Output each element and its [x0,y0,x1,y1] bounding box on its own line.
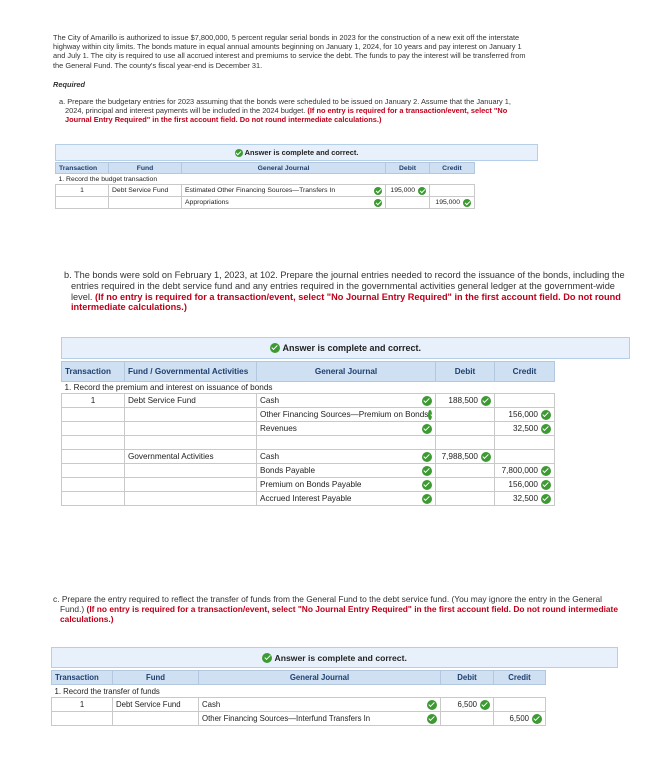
transaction-cell[interactable] [56,197,109,209]
fund-cell[interactable] [125,422,257,436]
credit-cell[interactable] [495,450,555,464]
account-cell[interactable] [257,422,436,436]
transaction-cell[interactable]: 1 [56,185,109,197]
credit-cell[interactable] [494,698,546,712]
account-text: Revenues [260,424,297,433]
col-debit: Debit [386,163,430,174]
part-a-question [59,97,525,125]
credit-cell[interactable] [495,408,555,422]
col-transaction: Transaction [56,163,109,174]
debit-cell[interactable] [436,422,495,436]
table-row [62,450,555,464]
table-row [62,408,555,422]
fund-cell[interactable] [125,464,257,478]
table-row [62,422,555,436]
credit-text: 32,500 [512,424,538,433]
debit-cell[interactable] [386,185,430,197]
col-journal: General Journal [257,362,436,382]
debit-cell[interactable] [436,450,495,464]
col-credit: Credit [430,163,475,174]
check-circle-icon [374,199,382,207]
col-journal: General Journal [182,163,386,174]
fund-cell[interactable]: Debt Service Fund [113,698,199,712]
check-circle-icon [418,187,426,195]
debit-text: 195,000 [390,187,415,194]
table-row [56,185,475,197]
check-circle-icon [428,410,432,420]
fund-cell[interactable] [113,712,199,726]
credit-cell[interactable] [495,492,555,506]
account-cell[interactable] [199,712,441,726]
check-circle-icon [480,700,490,710]
credit-text: 6,500 [509,714,529,723]
part-c-question-text: c. Prepare the entry required to reflect the transfer of funds from the General Fund to the debt service fund. (You may ignore the entry in the General Fund.) [53,594,603,615]
transaction-cell[interactable] [52,712,113,726]
account-cell[interactable] [199,698,441,712]
transaction-cell[interactable]: 1 [52,698,113,712]
account-text: Estimated Other Financing Sources—Transfers In [185,187,336,194]
col-credit: Credit [494,671,546,685]
table-row [52,698,546,712]
account-cell[interactable] [257,450,436,464]
check-circle-icon [262,653,272,663]
table-row [62,478,555,492]
credit-text: 32,500 [512,494,538,503]
credit-cell[interactable] [494,712,546,726]
credit-cell[interactable] [495,436,555,450]
check-circle-icon [422,424,432,434]
check-circle-icon [422,494,432,504]
debit-cell[interactable] [436,436,495,450]
check-circle-icon [541,480,551,490]
account-text: Bonds Payable [260,466,316,475]
fund-cell[interactable]: Debt Service Fund [109,185,182,197]
table-row [52,712,546,726]
part-b-description: 1. Record the premium and interest on issuance of bonds [64,383,273,392]
transaction-cell[interactable] [62,450,125,464]
check-circle-icon [481,396,491,406]
account-text: Accrued Interest Payable [260,494,352,503]
debit-text: 6,500 [457,700,477,709]
table-row [62,436,555,450]
credit-cell[interactable] [495,394,555,408]
check-circle-icon [374,187,382,195]
check-circle-icon [427,714,437,724]
part-a-question-text: a. Prepare the budgetary entries for 2023 assuming that the bonds were scheduled to be issued on January 2. Assume that the January 1, 2024, principal and interest payments will be included in the 2024 budget. [59,97,511,116]
required-label: Required [53,80,86,89]
account-text: Other Financing Sources—Premium on Bonds [260,410,429,419]
transaction-cell[interactable] [62,408,125,422]
check-circle-icon [270,343,280,353]
part-c-journal-table [51,670,546,726]
check-circle-icon [422,466,432,476]
credit-text: 195,000 [435,199,460,206]
part-b-banner [61,337,630,359]
table-row [62,492,555,506]
col-fund: Fund [113,671,199,685]
check-circle-icon [422,452,432,462]
account-cell[interactable] [182,185,386,197]
transaction-cell[interactable] [62,492,125,506]
credit-cell[interactable] [495,464,555,478]
debit-cell[interactable] [441,712,494,726]
col-fund: Fund / Governmental Activities [125,362,257,382]
part-c-instruction: (If no entry is required for a transaction/event, select "No Journal Entry Required" in the first account field. Do not round intermediate calculations.) [60,604,619,625]
part-b-question-text: b. The bonds were sold on February 1, 2023, at 102. Prepare the journal entries needed to record the issuance of the bonds, including the entries required in the debt service fund and any entries required in the governmental activities general ledger at the government-wide level. [64,270,625,302]
account-cell[interactable] [257,394,436,408]
debit-cell[interactable] [436,492,495,506]
fund-cell[interactable]: Debt Service Fund [125,394,257,408]
debit-text: 188,500 [448,396,478,405]
fund-cell[interactable] [125,436,257,450]
col-transaction: Transaction [52,671,113,685]
account-cell[interactable] [182,197,386,209]
check-circle-icon [235,149,243,157]
fund-cell[interactable] [125,478,257,492]
credit-cell[interactable] [430,197,475,209]
debit-cell[interactable] [436,394,495,408]
account-cell[interactable] [257,408,436,422]
debit-cell[interactable] [436,478,495,492]
transaction-cell[interactable] [62,478,125,492]
col-journal: General Journal [199,671,441,685]
col-debit: Debit [436,362,495,382]
debit-cell[interactable] [436,464,495,478]
part-a-description: 1. Record the budget transaction [58,175,158,183]
fund-cell[interactable] [109,197,182,209]
credit-cell[interactable] [495,422,555,436]
part-a-banner-text: Answer is complete and correct. [244,148,359,157]
account-text: Cash [202,700,221,709]
credit-text: 156,000 [508,410,538,419]
transaction-cell[interactable] [62,436,125,450]
part-b-question [64,270,636,313]
part-b-instruction: (If no entry is required for a transaction/event, select "No Journal Entry Required" in the first account field. Do not round intermediate calculations.) [71,291,621,313]
credit-cell[interactable] [430,185,475,197]
col-credit: Credit [495,362,555,382]
debit-text: 7,988,500 [441,452,478,461]
col-debit: Debit [441,671,494,685]
account-cell[interactable] [257,492,436,506]
part-c-description: 1. Record the transfer of funds [54,686,160,696]
problem-intro: The City of Amarillo is authorized to issue $7,800,000, 5 percent regular serial bonds in 2023 for the construction of a new exit off the interstate highway within city limits. The bonds mature in equal annual amounts beginning on January 1, 2024, for 10 years and pay interest on January 1 and July 1. The city is required to use all accrued interest and premiums to service the debt. The funds to pay the interest will be transferred from the General Fund. The county's fiscal year-end is December 31. [53,33,526,70]
debit-cell[interactable] [441,698,494,712]
check-circle-icon [481,452,491,462]
account-text: Other Financing Sources—Interfund Transfers In [202,714,371,723]
check-circle-icon [541,466,551,476]
check-circle-icon [427,700,437,710]
account-cell[interactable] [257,478,436,492]
credit-text: 156,000 [508,480,538,489]
fund-cell[interactable]: Governmental Activities [125,450,257,464]
transaction-cell[interactable]: 1 [62,394,125,408]
credit-cell[interactable] [495,478,555,492]
transaction-cell[interactable] [62,422,125,436]
account-text: Appropriations [185,199,229,206]
table-row [56,197,475,209]
col-transaction: Transaction [62,362,125,382]
check-circle-icon [541,494,551,504]
part-b-banner-text: Answer is complete and correct. [282,343,422,353]
part-c-banner [51,647,618,668]
part-c-question [53,594,620,625]
account-text: Cash [260,452,280,461]
table-row [62,394,555,408]
part-a-journal-table [55,162,475,209]
check-circle-icon [422,480,432,490]
table-row [62,464,555,478]
part-c-banner-text: Answer is complete and correct. [274,652,407,663]
account-text: Cash [260,396,280,405]
part-a-banner [55,144,538,161]
col-fund: Fund [109,163,182,174]
check-circle-icon [532,714,542,724]
part-a-instruction: (If no entry is required for a transaction/event, select "No Journal Entry Required" in the first account field. Do not round intermediate calculations.) [65,106,508,125]
part-b-journal-table [61,361,555,506]
check-circle-icon [541,424,551,434]
check-circle-icon [463,199,471,207]
debit-cell[interactable] [436,408,495,422]
check-circle-icon [422,396,432,406]
check-circle-icon [541,410,551,420]
fund-cell[interactable] [125,492,257,506]
debit-cell[interactable] [386,197,430,209]
credit-text: 7,800,000 [501,466,538,475]
account-text: Premium on Bonds Payable [260,480,362,489]
transaction-cell[interactable] [62,464,125,478]
fund-cell[interactable] [125,408,257,422]
account-cell[interactable] [257,464,436,478]
account-cell[interactable] [257,436,436,450]
